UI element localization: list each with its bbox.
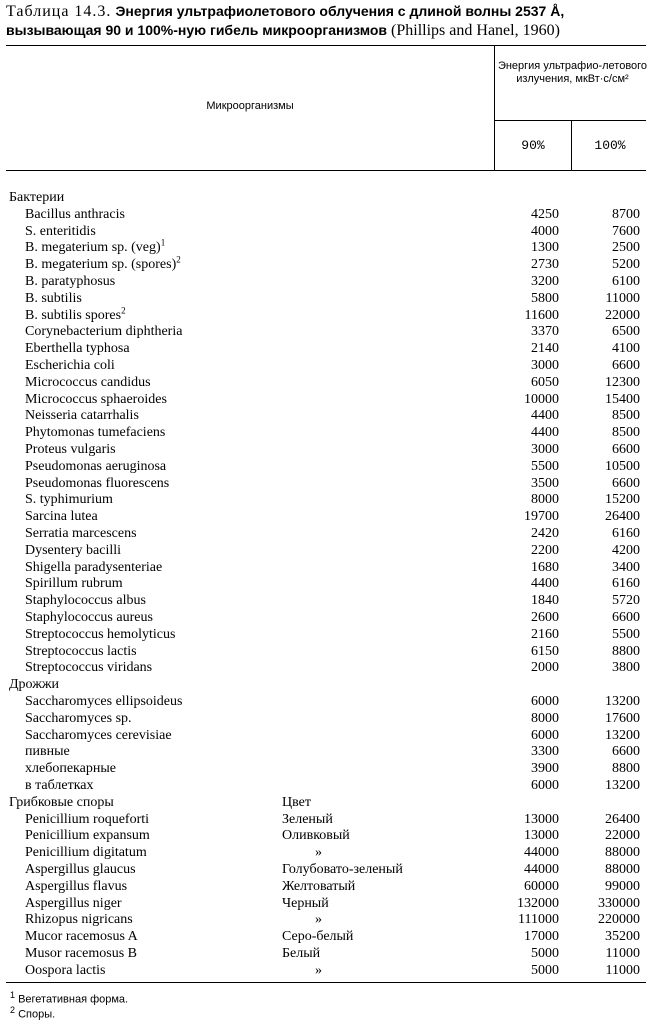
organism-name: S. typhimurium — [25, 492, 113, 508]
value-100: 11000 — [605, 946, 640, 961]
table-caption: Энергия ультрафиолетового облучения с длиной волны 2537 Å, вызывающая 90 и 100%-ную гибель микроорганизмов — [6, 3, 565, 38]
value-100: 26400 — [605, 811, 640, 827]
value-100: 8700 — [612, 206, 640, 222]
table-row — [0, 861, 650, 878]
table-row — [0, 827, 650, 844]
value-90: 19700 — [524, 509, 559, 525]
organisms-header: Микроорганизмы — [206, 100, 294, 112]
value-100: 6600 — [612, 610, 640, 625]
footnote-1: $^1$ Вегетативная форма. — [10, 990, 129, 1006]
organism-name: Sarcina lutea — [25, 509, 98, 525]
table-row — [0, 441, 650, 458]
group-row — [0, 794, 650, 811]
spore-color: Серо-белый — [282, 929, 354, 945]
value-90: 3500 — [531, 475, 559, 491]
spore-color: » — [315, 845, 322, 861]
value-100: 10500 — [605, 458, 640, 474]
organism-name: Penicillium digitatum — [25, 845, 147, 861]
table-row — [0, 424, 650, 441]
value-90: 2000 — [531, 660, 559, 676]
value-90: 5800 — [531, 290, 559, 306]
table-row — [0, 206, 650, 223]
table-row — [0, 659, 650, 676]
spore-color: » — [315, 912, 322, 928]
footnote-mark: 2 — [176, 254, 181, 265]
group-row — [0, 189, 650, 206]
value-90: 6150 — [531, 643, 559, 659]
organism-name: Rhizopus nigricans — [25, 912, 133, 928]
value-90: 111000 — [518, 912, 559, 928]
group-row — [0, 676, 650, 693]
table-row — [0, 945, 650, 962]
table-row — [0, 895, 650, 912]
value-90: 10000 — [524, 391, 559, 407]
value-90: 2420 — [531, 526, 559, 541]
table-row — [0, 743, 650, 760]
table-row — [0, 304, 650, 324]
table-row — [0, 592, 650, 609]
value-100: 12300 — [605, 374, 640, 390]
value-100: 99000 — [605, 878, 640, 894]
value-90: 4000 — [531, 223, 559, 239]
value-100: 17600 — [605, 710, 640, 726]
organism-name: Penicillium expansum — [25, 828, 150, 844]
organism-name: Micrococcus candidus — [25, 374, 151, 390]
value-100: 13200 — [605, 694, 640, 709]
value-100: 4200 — [612, 542, 640, 558]
table-row — [0, 575, 650, 592]
value-90: 5000 — [531, 962, 559, 978]
table-row — [0, 643, 650, 660]
value-90: 2600 — [531, 610, 559, 625]
value-90: 3300 — [531, 744, 559, 760]
organism-name: B. megaterium sp. (veg)$^1$ — [25, 237, 166, 256]
value-100: 8800 — [612, 761, 640, 777]
value-90: 4400 — [531, 425, 559, 441]
organism-name: Phytomonas tumefaciens — [25, 425, 166, 441]
value-90: 60000 — [524, 878, 559, 894]
value-90: 1300 — [531, 240, 559, 256]
group-label: Грибковые споры — [9, 794, 114, 810]
value-90: 3900 — [531, 761, 559, 777]
value-90: 2730 — [531, 257, 559, 273]
table-row — [0, 760, 650, 777]
value-100: 3800 — [612, 660, 640, 676]
table-title — [6, 2, 646, 40]
organism-name: Spirillum rubrum — [25, 576, 123, 592]
organism-name: Pseudomonas aeruginosa — [25, 458, 167, 474]
organism-name: Shigella paradysenteriae — [25, 559, 163, 575]
organism-name: Streptococcus hemolyticus — [25, 626, 176, 642]
organism-name: Staphylococcus albus — [25, 593, 146, 609]
organism-name: Bacillus anthracis — [25, 206, 125, 222]
value-90: 1680 — [531, 559, 559, 575]
value-90: 17000 — [524, 929, 559, 945]
table-row — [0, 273, 650, 290]
subheader-rule — [494, 120, 646, 121]
footnote-mark: 2 — [121, 304, 126, 315]
value-100: 6600 — [612, 358, 640, 373]
table-row — [0, 911, 650, 928]
table-row — [0, 223, 650, 240]
footnote-2: $^2$ Споры. — [10, 1005, 56, 1021]
value-100: 13200 — [605, 778, 640, 793]
value-100: 15200 — [605, 492, 640, 508]
table-row — [0, 962, 650, 979]
value-90: 5000 — [531, 946, 559, 961]
value-100: 330000 — [598, 895, 640, 911]
value-100: 5200 — [612, 257, 640, 273]
value-100: 2500 — [612, 240, 640, 256]
value-100: 6600 — [612, 475, 640, 491]
value-100: 8800 — [612, 643, 640, 659]
table-row — [0, 290, 650, 307]
organism-name: Aspergillus glaucus — [25, 862, 136, 877]
organism-name: Aspergillus niger — [25, 895, 122, 911]
table-citation: (Phillips and Hanel, 1960) — [391, 22, 560, 39]
organism-name: Mucor racemosus A — [25, 929, 138, 945]
organism-name: в таблетках — [25, 778, 94, 793]
table-row — [0, 458, 650, 475]
value-100: 7600 — [612, 223, 640, 239]
spore-color: Черный — [282, 895, 329, 911]
spore-color: Оливковый — [282, 828, 350, 844]
value-100: 8500 — [612, 425, 640, 441]
organism-name: Penicillium roqueforti — [25, 811, 150, 827]
organism-name: Micrococcus sphaeroides — [25, 391, 167, 407]
header-bottom-rule — [6, 170, 646, 171]
organism-name: Saccharomyces cerevisiae — [25, 727, 172, 743]
value-90: 4400 — [531, 576, 559, 592]
value-90: 4400 — [531, 408, 559, 424]
table-row — [0, 357, 650, 374]
value-100: 11000 — [605, 290, 640, 306]
value-90: 2160 — [531, 626, 559, 642]
table-number: Таблица 14.3. — [6, 3, 112, 20]
value-100: 6160 — [612, 576, 640, 592]
value-100: 35200 — [605, 929, 640, 945]
value-90: 11600 — [524, 307, 559, 323]
value-100: 6600 — [612, 744, 640, 760]
table-row — [0, 256, 650, 273]
table-row — [0, 928, 650, 945]
value-100: 6500 — [612, 324, 640, 340]
table-row — [0, 609, 650, 626]
value-100: 22000 — [605, 307, 640, 323]
value-100: 8500 — [612, 408, 640, 424]
value-100: 3400 — [612, 559, 640, 575]
organism-name: Musor racemosus B — [25, 946, 137, 961]
table-row — [0, 239, 650, 256]
value-100: 5720 — [612, 593, 640, 609]
organism-name: Staphylococcus aureus — [25, 610, 153, 625]
spore-color: Цвет — [282, 794, 311, 810]
organism-name: Saccharomyces ellipsoideus — [25, 694, 183, 709]
value-100: 88000 — [605, 862, 640, 877]
value-90: 13000 — [524, 811, 559, 827]
value-90: 4250 — [531, 206, 559, 222]
bottom-rule — [6, 982, 646, 983]
organism-name: B. paratyphosus — [25, 274, 116, 289]
table-row — [0, 491, 650, 508]
organism-name: B. subtilis — [25, 290, 82, 306]
value-90: 13000 — [524, 828, 559, 844]
organism-name: Saccharomyces sp. — [25, 710, 132, 726]
value-90: 8000 — [531, 710, 559, 726]
value-100: 6160 — [612, 526, 640, 541]
organism-name: Serratia marcescens — [25, 526, 137, 541]
value-90: 6000 — [531, 727, 559, 743]
value-100: 220000 — [598, 912, 640, 928]
organism-name: B. subtilis spores$^2$ — [25, 304, 126, 323]
value-100: 11000 — [605, 962, 640, 978]
organism-name: Eberthella typhosa — [25, 341, 130, 357]
value-100: 26400 — [605, 509, 640, 525]
table-row — [0, 710, 650, 727]
value-100: 13200 — [605, 727, 640, 743]
table-row — [0, 340, 650, 357]
organism-name: Oospora lactis — [25, 962, 106, 978]
table-row — [0, 475, 650, 492]
value-90: 6000 — [531, 694, 559, 709]
table-row — [0, 878, 650, 895]
value-90: 8000 — [531, 492, 559, 508]
value-90: 3000 — [531, 442, 559, 457]
organism-name: Streptococcus lactis — [25, 643, 137, 659]
value-90: 3000 — [531, 358, 559, 373]
value-100: 88000 — [605, 845, 640, 861]
value-100: 5500 — [612, 626, 640, 642]
value-100: 22000 — [605, 828, 640, 844]
table-row — [0, 508, 650, 525]
value-100: 6100 — [612, 274, 640, 289]
organism-name: пивные — [25, 744, 70, 760]
spore-color: Белый — [282, 946, 321, 961]
col-90-header: 90% — [521, 138, 545, 153]
table-row — [0, 811, 650, 828]
table-row — [0, 407, 650, 424]
organism-name: S. enteritidis — [25, 223, 96, 239]
organism-name: Aspergillus flavus — [25, 878, 128, 894]
value-90: 2200 — [531, 542, 559, 558]
group-label: Бактерии — [9, 190, 65, 205]
organism-name: Escherichia coli — [25, 358, 115, 373]
table-row — [0, 323, 650, 340]
table-row — [0, 693, 650, 710]
spore-color: Зеленый — [282, 811, 333, 827]
table-row — [0, 844, 650, 861]
organism-name: Corynebacterium diphtheria — [25, 324, 183, 340]
spore-color: » — [315, 962, 322, 978]
value-90: 132000 — [517, 895, 559, 911]
top-rule — [6, 45, 646, 46]
organism-name: Neisseria catarrhalis — [25, 408, 139, 424]
table-row — [0, 525, 650, 542]
table-row — [0, 559, 650, 576]
organism-name: Dysentery bacilli — [25, 542, 122, 558]
table-row — [0, 727, 650, 744]
value-100: 15400 — [605, 391, 640, 407]
organism-name: Proteus vulgaris — [25, 442, 116, 457]
value-90: 2140 — [531, 341, 559, 357]
col-100-header: 100% — [594, 138, 626, 153]
value-90: 5500 — [531, 458, 559, 474]
value-90: 1840 — [531, 593, 559, 609]
organism-name: B. megaterium sp. (spores)$^2$ — [25, 254, 181, 273]
group-label: Дрожжи — [9, 677, 60, 693]
value-100: 6600 — [612, 442, 640, 457]
table-row — [0, 777, 650, 794]
organism-name: хлебопекарные — [25, 761, 116, 777]
value-90: 3200 — [531, 274, 559, 289]
value-100: 4100 — [612, 341, 640, 357]
value-90: 44000 — [524, 862, 559, 877]
table-row — [0, 542, 650, 559]
energy-header: Энергия ультрафио-летового излучения, мкВт·с/см² — [497, 60, 648, 85]
table-row — [0, 391, 650, 408]
organism-name: Streptococcus viridans — [25, 660, 153, 676]
table-row — [0, 374, 650, 391]
organism-name: Pseudomonas fluorescens — [25, 475, 170, 491]
spore-color: Желтоватый — [282, 878, 356, 894]
value-90: 3370 — [531, 324, 559, 340]
value-90: 6050 — [531, 374, 559, 390]
spore-color: Голубовато-зеленый — [282, 862, 403, 877]
footnote-mark: 1 — [160, 237, 166, 248]
table-row — [0, 626, 650, 643]
value-90: 6000 — [531, 778, 559, 793]
value-90: 44000 — [524, 845, 559, 861]
